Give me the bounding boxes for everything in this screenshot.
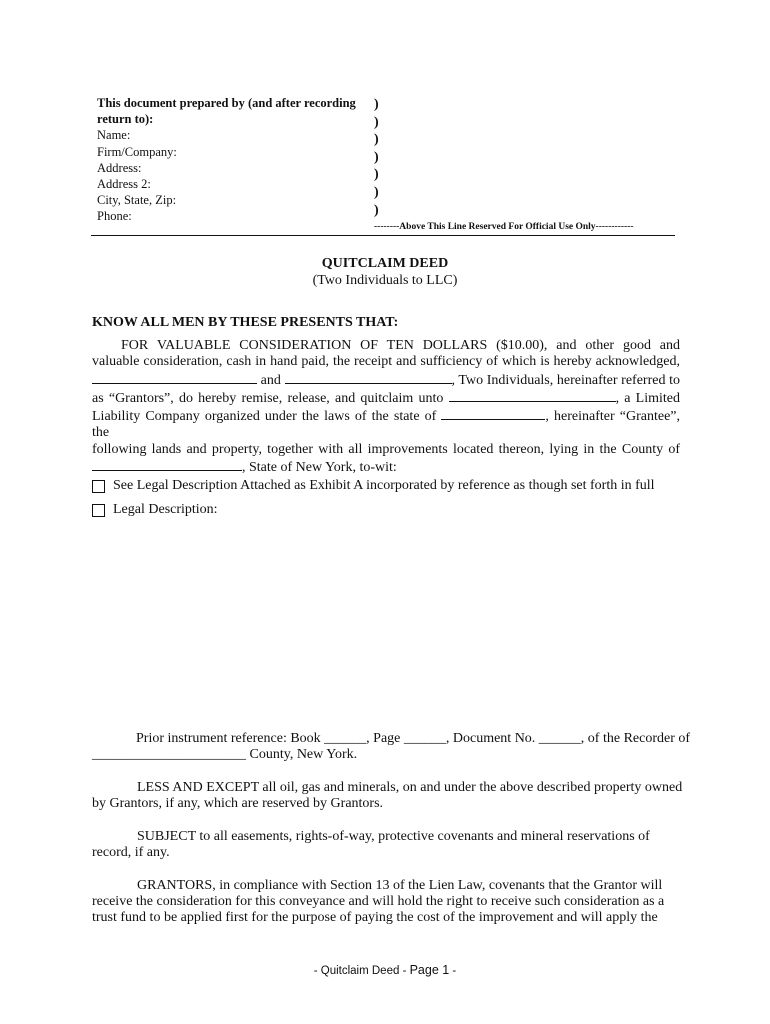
county-blank[interactable]	[92, 458, 242, 471]
document-title: QUITCLAIM DEED	[321, 256, 449, 271]
grantors-lien-line2: receive the consideration for this conveyance and will hold the right to receive such consideration as a	[92, 894, 665, 909]
page-footer	[0, 963, 770, 977]
quitclaim-unto-text: as “Grantors”, do hereby remise, release, and quitclaim unto	[92, 390, 444, 406]
footer-left: - Quitclaim Deed -	[313, 965, 410, 977]
preparer-block	[97, 95, 356, 225]
checkbox-row-legal-description[interactable]	[92, 502, 218, 518]
consideration-line4	[92, 389, 680, 407]
prior-instrument-line2: ______________________ County, New York.	[92, 747, 358, 762]
preparer-name-label: Name:	[97, 128, 131, 143]
and-text: and	[260, 372, 281, 388]
preparer-address2-label: Address 2:	[97, 177, 151, 192]
paren: )	[374, 132, 379, 148]
grantors-lien-line1: GRANTORS, in compliance with Section 13 of the Lien Law, covenants that the Grantor will	[137, 878, 663, 893]
paren: )	[374, 114, 379, 130]
a-limited-text: , a Limited	[615, 390, 681, 406]
reserved-official-use-line: --------Above This Line Reserved For Official Use Only------------	[374, 222, 634, 232]
exhibit-a-checkbox[interactable]	[92, 480, 105, 493]
grantee-name-blank[interactable]	[449, 389, 616, 402]
footer-right: -	[449, 965, 457, 977]
legal-description-label: Legal Description:	[113, 502, 218, 517]
paren: )	[374, 202, 379, 218]
two-individuals-text: , Two Individuals, hereinafter referred to	[451, 372, 681, 388]
paren: )	[374, 97, 379, 112]
consideration-paragraph	[92, 338, 680, 476]
consideration-line2: valuable consideration, cash in hand paid, the receipt and sufficiency of which is hereby acknowledged,	[92, 354, 680, 370]
consideration-line6: following lands and property, together with all improvements located thereon, lying in the County of	[92, 441, 680, 457]
less-except-line1: LESS AND EXCEPT all oil, gas and minerals, on and under the above described property owned	[137, 780, 683, 795]
laws-of-state-text: Liability Company organized under the laws of the state of	[92, 409, 437, 425]
preparer-address-label: Address:	[97, 160, 142, 175]
consideration-line5	[92, 407, 680, 442]
preparer-heading-line2: return to):	[97, 112, 154, 127]
prior-instrument-line1: Prior instrument reference: Book ______, Page ______, Document No. ______, of the Recorder of	[136, 731, 691, 746]
know-all-men-heading: KNOW ALL MEN BY THESE PRESENTS THAT:	[92, 315, 399, 330]
consideration-line1: FOR VALUABLE CONSIDERATION OF TEN DOLLARS ($10.00), and other good and	[121, 338, 680, 353]
paren: )	[374, 167, 379, 183]
preparer-phone-label: Phone:	[97, 209, 132, 224]
preparer-city-state-zip-label: City, State, Zip:	[97, 193, 177, 208]
preparer-heading-line1: This document prepared by (and after recording	[97, 96, 356, 110]
consideration-line3	[92, 371, 680, 389]
hereinafter-grantee-text: , hereinafter “Grantee”, the	[92, 409, 680, 441]
grantors-lien-line3: trust fund to be applied first for the purpose of paying the cost of the improvement and will apply the	[92, 910, 658, 925]
state-new-york-text: , State of New York, to-wit:	[242, 460, 397, 476]
state-blank[interactable]	[441, 407, 545, 420]
document-subtitle: (Two Individuals to LLC)	[312, 273, 458, 288]
less-except-line2: by Grantors, if any, which are reserved by Grantors.	[92, 796, 384, 811]
subject-line2: record, if any.	[92, 845, 170, 860]
preparer-parens	[374, 96, 379, 219]
grantor1-name-blank[interactable]	[92, 371, 257, 384]
exhibit-a-label: See Legal Description Attached as Exhibit A incorporated by reference as though set forth in full	[113, 478, 655, 493]
footer-page-number: Page 1	[409, 963, 450, 977]
paren: )	[374, 149, 379, 165]
preparer-firm-label: Firm/Company:	[97, 144, 177, 159]
divider-rule	[91, 235, 675, 236]
paren: )	[374, 184, 379, 200]
checkbox-row-exhibit-a[interactable]	[92, 478, 655, 494]
subject-line1: SUBJECT to all easements, rights-of-way, protective covenants and mineral reservations of	[137, 829, 650, 844]
grantor2-name-blank[interactable]	[285, 371, 452, 384]
consideration-line7	[92, 458, 680, 476]
legal-description-checkbox[interactable]	[92, 504, 105, 517]
